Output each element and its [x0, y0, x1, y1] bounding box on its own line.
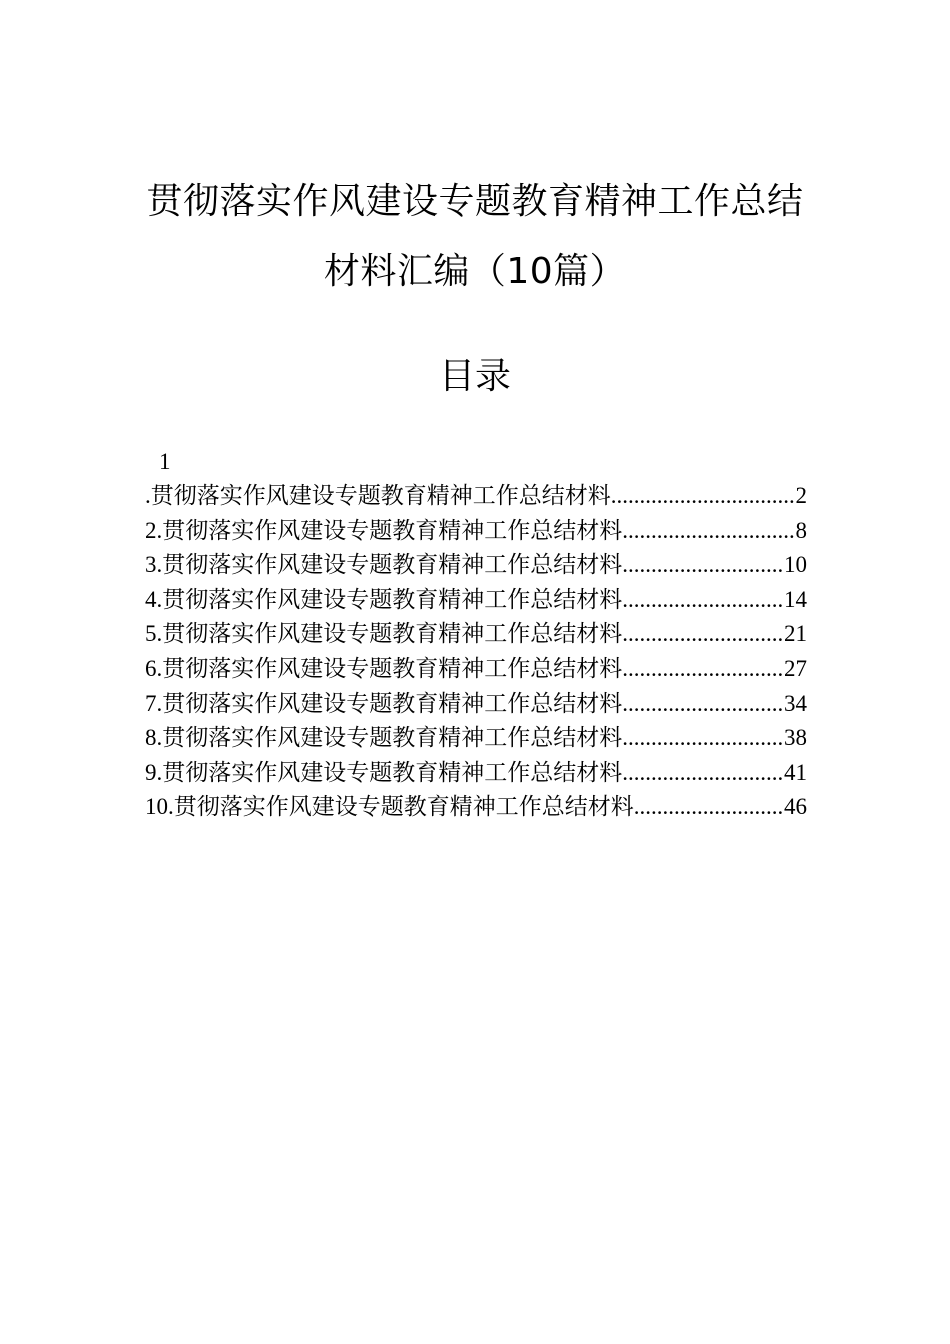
toc-entry-page: 46 [784, 794, 807, 820]
toc-entry-page: 41 [784, 759, 807, 785]
toc-entry-label: 3.贯彻落实作风建设专题教育精神工作总结材料 [145, 552, 623, 578]
toc-dot-leader [622, 756, 783, 791]
toc-dot-leader [622, 617, 783, 652]
toc-entry-label: 10.贯彻落实作风建设专题教育精神工作总结材料 [145, 794, 634, 820]
toc-entry-label: 8.贯彻落实作风建设专题教育精神工作总结材料 [145, 725, 623, 751]
toc-entry-10[interactable] [145, 790, 807, 825]
toc-entry-label: 6.贯彻落实作风建设专题教育精神工作总结材料 [145, 655, 623, 681]
toc-entry-9[interactable] [145, 756, 807, 791]
toc-entry-page: 10 [784, 552, 807, 578]
toc-dot-leader [622, 583, 783, 618]
toc-entry-page: 38 [784, 725, 807, 751]
toc-entry-3[interactable] [145, 548, 807, 583]
document-title-line-1: 贯彻落实作风建设专题教育精神工作总结 [146, 181, 804, 222]
toc-entry-4[interactable] [145, 583, 807, 618]
toc-dot-leader [622, 652, 783, 687]
toc-entry-page: 14 [784, 586, 807, 612]
toc-entry-label: 5.贯彻落实作风建设专题教育精神工作总结材料 [145, 621, 623, 647]
toc-entry-label: .贯彻落实作风建设专题教育精神工作总结材料 [145, 483, 611, 508]
toc-first-entry-number: 1 [159, 449, 171, 474]
toc-entry-page: 27 [784, 655, 807, 681]
toc-entry-7[interactable] [145, 687, 807, 722]
toc-entry-8[interactable] [145, 721, 807, 756]
toc-entry-1[interactable] [145, 479, 807, 514]
toc-dot-leader [634, 790, 783, 825]
toc-entry-page: 21 [784, 621, 807, 647]
toc-entry-6[interactable] [145, 652, 807, 687]
toc-dot-leader [622, 514, 794, 549]
toc-dot-leader [622, 721, 783, 756]
toc-entry-5[interactable] [145, 617, 807, 652]
toc-entry-page: 34 [784, 690, 807, 716]
toc-entry-label: 4.贯彻落实作风建设专题教育精神工作总结材料 [145, 586, 623, 612]
toc-dot-leader [622, 687, 783, 722]
toc-dot-leader [611, 479, 795, 514]
toc-entry-label: 7.贯彻落实作风建设专题教育精神工作总结材料 [145, 690, 623, 716]
table-of-contents [145, 445, 807, 825]
toc-dot-leader [622, 548, 783, 583]
toc-entry-page: 8 [795, 517, 807, 543]
toc-entry-2[interactable] [145, 514, 807, 549]
toc-entry-label: 9.贯彻落实作风建设专题教育精神工作总结材料 [145, 759, 623, 785]
toc-heading: 目录 [438, 356, 511, 397]
toc-entry-page: 2 [795, 483, 807, 508]
toc-entry-label: 2.贯彻落实作风建设专题教育精神工作总结材料 [145, 517, 623, 543]
document-title-line-2: 材料汇编（10篇） [323, 251, 627, 292]
